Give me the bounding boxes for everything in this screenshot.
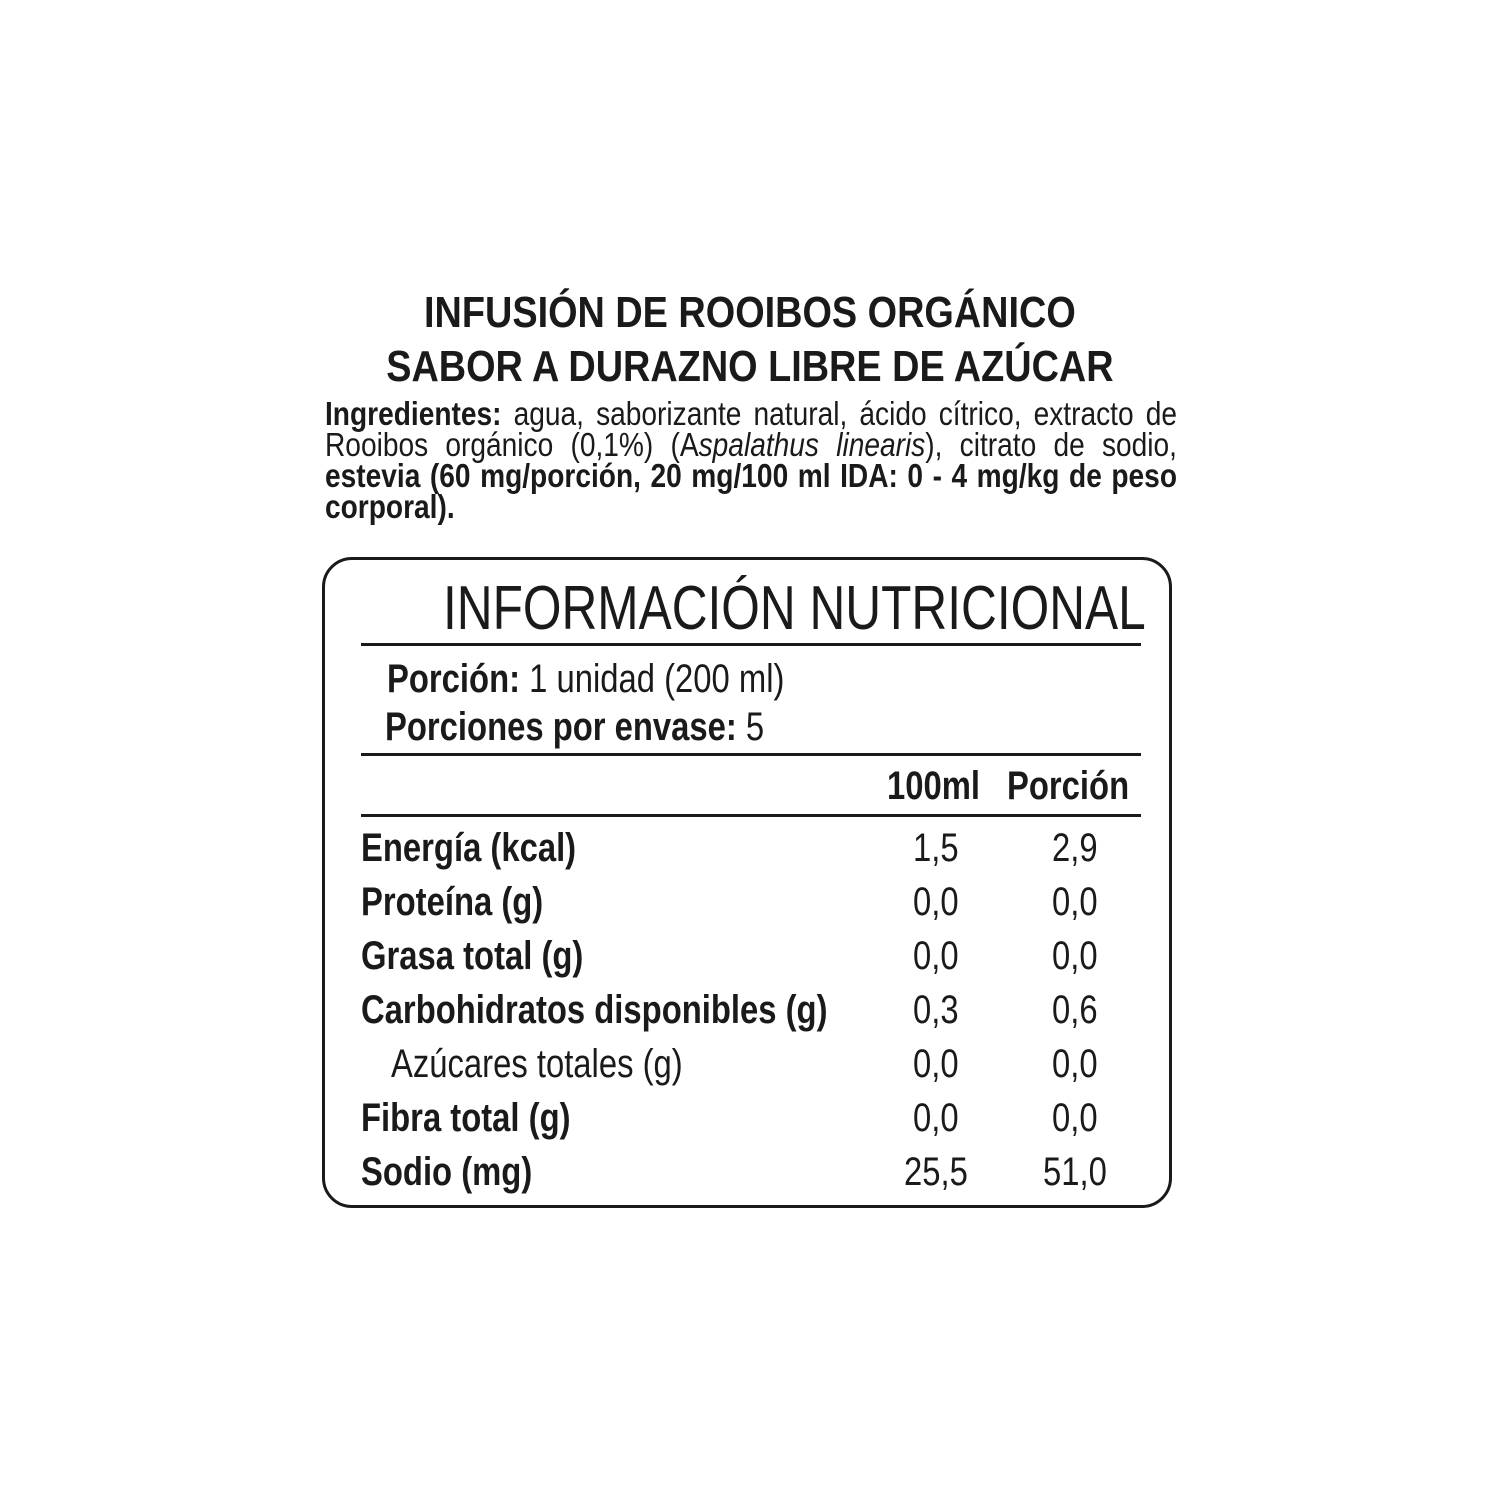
- column-header-100ml: 100ml: [887, 764, 981, 808]
- nutrient-name: Azúcares totales (g): [391, 1042, 683, 1086]
- nutrient-value-portion: 0,0: [1052, 1096, 1098, 1140]
- column-header-portion: Porción: [1007, 764, 1130, 808]
- portion-line: [387, 656, 784, 702]
- nutrient-value-100ml: 0,0: [913, 1042, 959, 1086]
- ingredients-italic-text: spalathus linearis: [698, 426, 926, 463]
- nutrient-value-portion: 0,0: [1052, 934, 1098, 978]
- nutrient-name: Grasa total (g): [361, 934, 584, 978]
- ingredients-text: agua, saborizante natural, ácido cítrico, extracto de Rooibos orgánico (0,1%) (A: [325, 395, 1177, 463]
- nutrient-value-100ml: 1,5: [913, 826, 959, 870]
- divider: [361, 643, 1141, 646]
- portion-value: 1 unidad (200 ml): [520, 657, 785, 701]
- divider: [361, 814, 1141, 817]
- nutrient-name: Proteína (g): [361, 880, 544, 924]
- portions-per-container-line: [385, 704, 764, 750]
- nutrient-value-100ml: 0,0: [913, 1096, 959, 1140]
- nutrient-value-100ml: 0,0: [913, 880, 959, 924]
- ingredients-bold-tail: estevia (60 mg/porción, 20 mg/100 ml IDA: 0 - 4 mg/kg de peso corporal).: [325, 457, 1177, 525]
- portion-label: Porción:: [387, 657, 521, 701]
- nutrient-name: Fibra total (g): [361, 1096, 571, 1140]
- portions-label: Porciones por envase:: [385, 705, 737, 749]
- ingredients-text-continued: ), citrato de sodio,: [925, 426, 1177, 463]
- product-title-line-2: SABOR A DURAZNO LIBRE DE AZÚCAR: [386, 342, 1114, 391]
- nutrient-value-portion: 0,0: [1052, 880, 1098, 924]
- nutrient-value-portion: 2,9: [1052, 826, 1098, 870]
- nutrient-value-portion: 0,0: [1052, 1042, 1098, 1086]
- nutrition-facts-panel: [322, 557, 1172, 1208]
- product-title-line-1: INFUSIÓN DE ROOIBOS ORGÁNICO: [424, 288, 1076, 337]
- nutrient-value-portion: 0,6: [1052, 988, 1098, 1032]
- nutrient-name: Energía (kcal): [361, 826, 577, 870]
- nutrient-name: Sodio (mg): [361, 1150, 533, 1194]
- ingredients-paragraph: [325, 395, 1177, 525]
- nutrient-value-portion: 51,0: [1043, 1150, 1107, 1194]
- ingredients-label: Ingredientes:: [325, 395, 502, 432]
- portions-value: 5: [736, 705, 765, 749]
- nutrient-value-100ml: 0,3: [913, 988, 959, 1032]
- nutrient-value-100ml: 25,5: [904, 1150, 968, 1194]
- nutrient-name: Carbohidratos disponibles (g): [361, 988, 828, 1032]
- nutrition-heading: INFORMACIÓN NUTRICIONAL: [443, 574, 1146, 643]
- divider: [361, 753, 1141, 756]
- nutrient-value-100ml: 0,0: [913, 934, 959, 978]
